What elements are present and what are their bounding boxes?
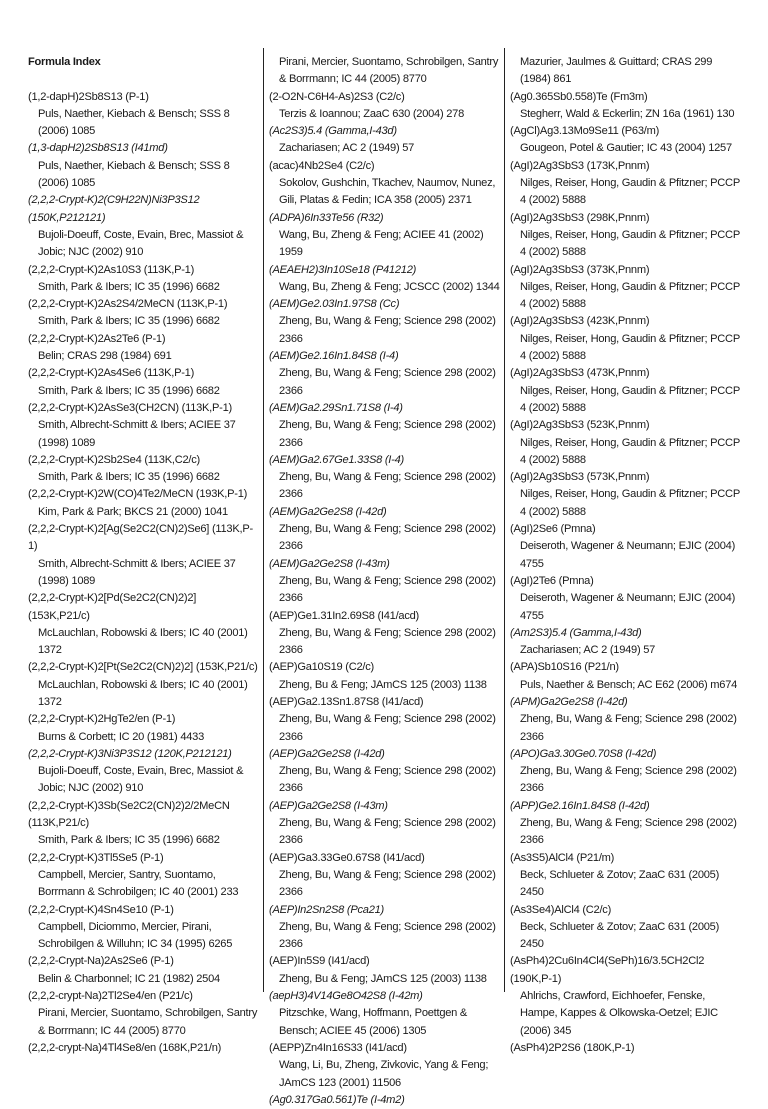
formula-label: (APP)Ge2.16In1.84S8 (I-42d) — [510, 799, 650, 812]
index-entry — [510, 850, 744, 902]
reference-text: Zheng, Bu, Wang & Feng; Science 298 (2002) 2366 — [520, 713, 737, 743]
index-entry — [269, 296, 503, 348]
reference-text: Nilges, Reiser, Hong, Gaudin & Pfitzner; PCCP 4 (2002) 5888 — [520, 228, 740, 259]
reference-text: Zachariasen; AC 2 (1949) 57 — [520, 644, 656, 657]
formula-label: (AgI)2Ag3SbS3 (373K,Pnnm) — [510, 263, 650, 276]
formula-label: (AgI)2Se6 (Pmna) — [510, 523, 596, 536]
index-entry — [510, 417, 744, 469]
reference-text: Zheng, Bu, Wang & Feng; Science 298 (2002) 2366 — [520, 765, 737, 795]
reference-text: Wang, Li, Bu, Zheng, Zivkovic, Yang & Feng; JAmCS 123 (2001) 11506 — [279, 1059, 489, 1089]
index-entry — [510, 313, 744, 365]
index-entry — [510, 694, 744, 746]
index-entry — [269, 89, 503, 124]
index-entry — [269, 452, 503, 504]
reference-text: Pitzschke, Wang, Hoffmann, Poettgen & Bensch; ACIEE 45 (2006) 1305 — [279, 1007, 468, 1037]
reference-text: Smith, Park & Ibers; IC 35 (1996) 6682 — [38, 280, 220, 293]
reference-text: Puls, Naether, Kiebach & Bensch; SSS 8 (2006) 1085 — [38, 107, 230, 138]
formula-label: (AEP)Ge1.31In2.69S8 (I41/acd) — [269, 609, 420, 622]
index-entry — [28, 262, 260, 297]
index-entry — [269, 348, 503, 400]
formula-label: (AsPh4)2Cu6In4Cl4(SePh)16/3.5CH2Cl2 (190K,P-1) — [510, 955, 705, 985]
reference-text: Zheng, Bu, Wang & Feng; Science 298 (2002) 2366 — [279, 574, 496, 605]
index-entry — [269, 953, 503, 988]
reference-text: McLauchlan, Robowski & Ibers; IC 40 (2001) 1372 — [38, 626, 248, 657]
index-entry — [510, 210, 744, 262]
column-divider — [263, 48, 264, 992]
formula-label: (2,2,2-Crypt-K)3Sb(Se2C2(CN)2)2/2MeCN (113K,P21/c) — [28, 799, 230, 830]
reference-text: Ahlrichs, Crawford, Eichhoefer, Fenske, Hampe, Kappes & Olkowska-Oetzel; EJIC (2006) 345 — [520, 990, 718, 1037]
reference-text: Smith, Albrecht-Schmitt & Ibers; ACIEE 37 (1998) 1089 — [38, 557, 236, 587]
index-entry — [510, 158, 744, 210]
index-entry — [28, 452, 260, 487]
index-entry — [28, 365, 260, 400]
formula-label: (AEP)In2Sn2S8 (Pca21) — [269, 903, 384, 916]
reference-text: Burns & Corbett; IC 20 (1981) 4433 — [38, 730, 205, 743]
reference-text: Nilges, Reiser, Hong, Gaudin & Pfitzner; PCCP 4 (2002) 5888 — [520, 177, 740, 207]
reference-text: Zheng, Bu, Wang & Feng; Science 298 (2002) 2366 — [279, 523, 496, 553]
index-entry — [269, 850, 503, 902]
formula-label: (2,2,2-crypt-Na)2Tl2Se4/en (P21/c) — [28, 990, 193, 1003]
formula-label: (AgI)2Ag3SbS3 (173K,Pnnm) — [510, 159, 650, 172]
index-entry — [28, 746, 260, 798]
index-entry — [269, 902, 503, 954]
formula-label: (Am2S3)5.4 (Gamma,I-43d) — [510, 626, 642, 639]
reference-text: Smith, Park & Ibers; IC 35 (1996) 6682 — [38, 471, 220, 484]
index-entry — [510, 746, 744, 798]
index-entry — [269, 210, 503, 262]
column-divider — [504, 48, 505, 992]
formula-label: (AsPh4)2P2S6 (180K,P-1) — [510, 1041, 635, 1054]
index-entry — [510, 953, 744, 1039]
formula-label: (APO)Ga3.30Ge0.70S8 (I-42d) — [510, 747, 657, 760]
formula-label: (AEP)Ga10S19 (C2/c) — [269, 661, 374, 674]
reference-text: Pirani, Mercier, Suontamo, Schrobilgen, Santry & Borrmann; IC 44 (2005) 8770 — [38, 1007, 258, 1037]
reference-text: Zheng, Bu, Wang & Feng; Science 298 (2002) 2366 — [279, 419, 496, 449]
reference-text: Deiseroth, Wagener & Neumann; EJIC (2004) 4755 — [520, 540, 736, 570]
index-entry — [510, 902, 744, 954]
reference-text: Zachariasen; AC 2 (1949) 57 — [279, 142, 415, 155]
formula-label: (2,2,2-Crypt-K)3Tl5Se5 (P-1) — [28, 851, 164, 864]
formula-label: (AEM)Ga2.67Ge1.33S8 (I-4) — [269, 453, 404, 466]
formula-label: (AEPP)Zn4In16S33 (I41/acd) — [269, 1041, 407, 1054]
index-entry — [28, 902, 260, 954]
reference-text: Nilges, Reiser, Hong, Gaudin & Pfitzner; PCCP 4 (2002) 5888 — [520, 488, 740, 518]
reference-text: Nilges, Reiser, Hong, Gaudin & Pfitzner; PCCP 4 (2002) 5888 — [520, 436, 740, 466]
index-entry — [269, 400, 503, 452]
formula-label: (AEM)Ge2.03In1.97S8 (Cc) — [269, 298, 400, 311]
reference-text: Bujoli-Doeuff, Coste, Evain, Brec, Massiot & Jobic; NJC (2002) 910 — [38, 228, 244, 259]
formula-label: (1,2-dapH)2Sb8S13 (P-1) — [28, 90, 149, 103]
index-entry — [510, 1040, 744, 1057]
index-entry — [28, 296, 260, 331]
formula-label: (2,2,2-Crypt-K)2(C9H22N)Ni3P3S12 (150K,P212121) — [28, 194, 200, 224]
reference-text: Zheng, Bu, Wang & Feng; Science 298 (2002) 2366 — [279, 626, 496, 657]
reference-text: Zheng, Bu & Feng; JAmCS 125 (2003) 1138 — [279, 972, 487, 985]
index-entry — [510, 798, 744, 850]
index-entry — [510, 89, 744, 124]
formula-label: (APA)Sb10S16 (P21/n) — [510, 661, 619, 674]
formula-label: (2,2,2-Crypt-K)2W(CO)4Te2/MeCN (193K,P-1) — [28, 488, 248, 501]
index-entry — [269, 746, 503, 798]
formula-label: (AgI)2Te6 (Pmna) — [510, 574, 594, 587]
reference-text: Zheng, Bu, Wang & Feng; Science 298 (2002) 2366 — [279, 471, 496, 501]
reference-text: Zheng, Bu, Wang & Feng; Science 298 (2002) 2366 — [279, 765, 496, 795]
reference-text: Smith, Park & Ibers; IC 35 (1996) 6682 — [38, 834, 220, 847]
formula-label: (AgI)2Ag3SbS3 (473K,Pnnm) — [510, 367, 650, 380]
formula-label: (acac)4Nb2Se4 (C2/c) — [269, 159, 375, 172]
formula-label: (2,2,2-Crypt-K)2As2S4/2MeCN (113K,P-1) — [28, 298, 228, 311]
reference-text: Nilges, Reiser, Hong, Gaudin & Pfitzner; PCCP 4 (2002) 5888 — [520, 280, 740, 311]
formula-label: (2,2,2-Crypt-K)2[Pt(Se2C2(CN)2)2] (153K,P21/c) — [28, 661, 258, 674]
formula-label: (AEM)Ga2Ge2S8 (I-42d) — [269, 505, 387, 518]
reference-text: Gougeon, Potel & Gautier; IC 43 (2004) 1257 — [520, 142, 732, 155]
formula-label: (AEM)Ge2.16In1.84S8 (I-4) — [269, 350, 399, 363]
index-entry — [28, 331, 260, 366]
reference-text: Zheng, Bu, Wang & Feng; Science 298 (2002) 2366 — [279, 315, 496, 345]
index-entry — [28, 850, 260, 902]
formula-label: (AgI)2Ag3SbS3 (523K,Pnnm) — [510, 419, 650, 432]
index-entry — [269, 694, 503, 746]
page-title: Formula Index — [28, 56, 101, 68]
formula-label: (AEP)Ga2Ge2S8 (I-42d) — [269, 747, 385, 760]
reference-text: Nilges, Reiser, Hong, Gaudin & Pfitzner; PCCP 4 (2002) 5888 — [520, 332, 740, 363]
reference-text: Kim, Park & Park; BKCS 21 (2000) 1041 — [38, 505, 228, 518]
index-entry — [28, 590, 260, 659]
reference-text: Mazurier, Jaulmes & Guittard; CRAS 299 (1984) 861 — [520, 56, 713, 86]
index-column-2 — [269, 54, 503, 1109]
reference-text: Smith, Park & Ibers; IC 35 (1996) 6682 — [38, 384, 220, 397]
index-entry — [28, 798, 260, 850]
formula-label: (2,2,2-Crypt-K)2HgTe2/en (P-1) — [28, 713, 176, 726]
index-entry — [510, 521, 744, 573]
reference-text: Belin & Charbonnel; IC 21 (1982) 2504 — [38, 972, 220, 985]
reference-text: Deiseroth, Wagener & Neumann; EJIC (2004) 4755 — [520, 592, 736, 622]
formula-label: (As3S5)AlCl4 (P21/m) — [510, 851, 615, 864]
index-entry — [28, 1040, 260, 1057]
formula-label: (2,2,2-Crypt-Na)2As2Se6 (P-1) — [28, 955, 174, 968]
index-entry — [269, 54, 503, 89]
reference-text: Zheng, Bu, Wang & Feng; Science 298 (2002) 2366 — [279, 367, 496, 397]
formula-label: (2,2,2-crypt-Na)4Tl4Se8/en (168K,P21/n) — [28, 1041, 222, 1054]
reference-text: Zheng, Bu, Wang & Feng; Science 298 (2002) 2366 — [520, 817, 737, 847]
reference-text: Stegherr, Wald & Eckerlin; ZN 16a (1961) 130 — [520, 107, 735, 120]
index-entry — [510, 573, 744, 625]
formula-label: (AgI)2Ag3SbS3 (573K,Pnnm) — [510, 471, 650, 484]
formula-label: (AEP)Ga2.13Sn1.87S8 (I41/acd) — [269, 695, 424, 708]
formula-label: (AEM)Ga2Ge2S8 (I-43m) — [269, 557, 390, 570]
index-entry — [28, 486, 260, 521]
index-entry — [269, 608, 503, 660]
index-entry — [269, 504, 503, 556]
index-entry — [269, 556, 503, 608]
reference-text: Pirani, Mercier, Suontamo, Schrobilgen, Santry & Borrmann; IC 44 (2005) 8770 — [279, 56, 499, 86]
formula-label: (ADPA)6In33Te56 (R32) — [269, 211, 384, 224]
formula-label: (2,2,2-Crypt-K)2AsSe3(CH2CN) (113K,P-1) — [28, 401, 232, 414]
formula-label: (AgCl)Ag3.13Mo9Se11 (P63/m) — [510, 125, 660, 138]
index-entry — [28, 953, 260, 988]
reference-text: Bujoli-Doeuff, Coste, Evain, Brec, Massiot & Jobic; NJC (2002) 910 — [38, 765, 244, 795]
formula-label: (2,2,2-Crypt-K)2As4Se6 (113K,P-1) — [28, 367, 195, 380]
formula-label: (APM)Ga2Ge2S8 (I-42d) — [510, 695, 628, 708]
index-entry — [510, 54, 744, 89]
index-entry — [269, 798, 503, 850]
formula-label: (AEAEH2)3In10Se18 (P41212) — [269, 263, 417, 276]
reference-text: Zheng, Bu & Feng; JAmCS 125 (2003) 1138 — [279, 678, 487, 691]
formula-label: (Ag0.317Ga0.561)Te (I-4m2) — [269, 1093, 405, 1106]
formula-label: (2,2,2-Crypt-K)4Sn4Se10 (P-1) — [28, 903, 174, 916]
index-entry — [510, 262, 744, 314]
reference-text: Wang, Bu, Zheng & Feng; ACIEE 41 (2002) 1959 — [279, 228, 484, 259]
reference-text: Puls, Naether, Kiebach & Bensch; SSS 8 (2006) 1085 — [38, 159, 230, 190]
reference-text: Nilges, Reiser, Hong, Gaudin & Pfitzner; PCCP 4 (2002) 5888 — [520, 384, 740, 414]
index-entry — [28, 659, 260, 711]
index-entry — [28, 521, 260, 590]
index-entry — [28, 140, 260, 192]
reference-text: Beck, Schlueter & Zotov; ZaaC 631 (2005) 2450 — [520, 868, 720, 899]
formula-label: (2-O2N-C6H4-As)2S3 (C2/c) — [269, 90, 405, 103]
reference-text: Belin; CRAS 298 (1984) 691 — [38, 350, 172, 363]
index-entry — [269, 123, 503, 158]
formula-label: (2,2,2-Crypt-K)2As10S3 (113K,P-1) — [28, 263, 195, 276]
reference-text: McLauchlan, Robowski & Ibers; IC 40 (2001) 1372 — [38, 678, 248, 708]
reference-text: Smith, Park & Ibers; IC 35 (1996) 6682 — [38, 315, 220, 328]
reference-text: Zheng, Bu, Wang & Feng; Science 298 (2002) 2366 — [279, 920, 496, 951]
formula-label: (2,2,2-Crypt-K)2Sb2Se4 (113K,C2/c) — [28, 453, 200, 466]
formula-label: (2,2,2-Crypt-K)2[Pd(Se2C2(CN)2)2] (153K,P21/c) — [28, 592, 197, 622]
index-entry — [269, 659, 503, 694]
reference-text: Zheng, Bu, Wang & Feng; Science 298 (2002) 2366 — [279, 868, 496, 899]
index-entry — [28, 89, 260, 141]
reference-text: Sokolov, Gushchin, Tkachev, Naumov, Nunez, Gili, Platas & Fedin; ICA 358 (2005) 2371 — [279, 177, 496, 207]
formula-label: (Ac2S3)5.4 (Gamma,I-43d) — [269, 125, 397, 138]
formula-label: (2,2,2-Crypt-K)3Ni3P3S12 (120K,P212121) — [28, 747, 232, 760]
index-column-1 — [28, 54, 260, 1057]
reference-text: Puls, Naether & Bensch; AC E62 (2006) m674 — [520, 678, 738, 691]
reference-text: Campbell, Mercier, Santry, Suontamo, Borrmann & Schrobilgen; IC 40 (2001) 233 — [38, 868, 239, 899]
reference-text: Wang, Bu, Zheng & Feng; JCSCC (2002) 1344 — [279, 280, 500, 293]
index-entry — [269, 1040, 503, 1092]
formula-label: (AEP)Ga3.33Ge0.67S8 (I41/acd) — [269, 851, 425, 864]
formula-label: (2,2,2-Crypt-K)2As2Te6 (P-1) — [28, 332, 166, 345]
reference-text: Campbell, Diciommo, Mercier, Pirani, Schrobilgen & Willuhn; IC 34 (1995) 6265 — [38, 920, 233, 951]
formula-label: (AEM)Ga2.29Sn1.71S8 (I-4) — [269, 401, 403, 414]
index-entry — [269, 262, 503, 297]
formula-label: (AgI)2Ag3SbS3 (298K,Pnnm) — [510, 211, 650, 224]
formula-label: (AgI)2Ag3SbS3 (423K,Pnnm) — [510, 315, 650, 328]
index-entry — [510, 123, 744, 158]
formula-label: (2,2,2-Crypt-K)2[Ag(Se2C2(CN)2)Se6] (113K,P-1) — [28, 523, 253, 553]
formula-label: (1,3-dapH2)2Sb8S13 (I41md) — [28, 142, 168, 155]
formula-label: (As3Se4)AlCl4 (C2/c) — [510, 903, 612, 916]
index-entry — [28, 400, 260, 452]
formula-label: (Ag0.365Sb0.558)Te (Fm3m) — [510, 90, 648, 103]
index-entry — [269, 158, 503, 210]
index-entry — [28, 711, 260, 746]
reference-text: Smith, Albrecht-Schmitt & Ibers; ACIEE 37 (1998) 1089 — [38, 419, 236, 449]
index-entry — [28, 988, 260, 1040]
formula-label: (AEP)In5S9 (I41/acd) — [269, 955, 370, 968]
index-entry — [269, 988, 503, 1040]
index-column-3 — [510, 54, 744, 1057]
index-entry — [510, 659, 744, 694]
formula-label: (aepH3)4V14Ge8O42S8 (I-42m) — [269, 990, 423, 1003]
index-entry — [28, 192, 260, 261]
index-entry — [510, 469, 744, 521]
index-entry — [510, 625, 744, 660]
formula-label: (AEP)Ga2Ge2S8 (I-43m) — [269, 799, 388, 812]
index-entry — [510, 365, 744, 417]
index-entry — [269, 1092, 503, 1109]
reference-text: Zheng, Bu, Wang & Feng; Science 298 (2002) 2366 — [279, 817, 496, 847]
reference-text: Beck, Schlueter & Zotov; ZaaC 631 (2005) 2450 — [520, 920, 720, 951]
reference-text: Terzis & Ioannou; ZaaC 630 (2004) 278 — [279, 107, 465, 120]
reference-text: Zheng, Bu, Wang & Feng; Science 298 (2002) 2366 — [279, 713, 496, 743]
